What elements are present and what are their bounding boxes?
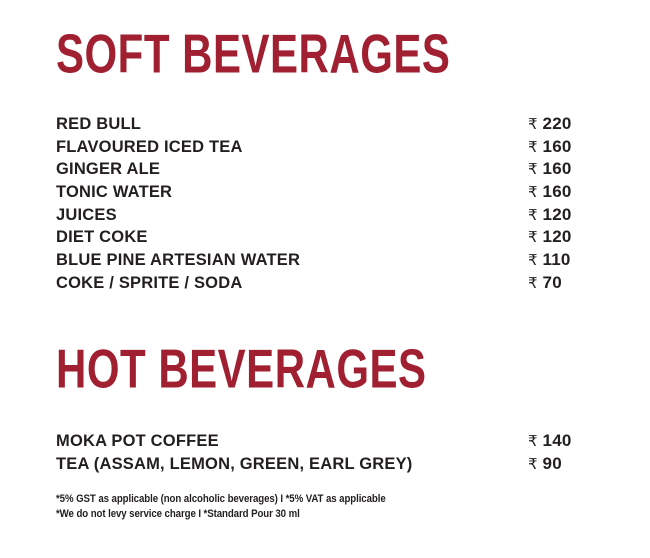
rupee-currency-icon: ₹ — [528, 137, 538, 156]
item-name: FLAVOURED ICED TEA — [56, 137, 243, 156]
menu-item-row — [56, 136, 590, 159]
menu-item-row — [56, 204, 590, 227]
menu-item-row — [56, 158, 590, 181]
item-name: DIET COKE — [56, 228, 148, 247]
item-price — [528, 113, 590, 136]
item-price — [528, 249, 590, 272]
price-amount: 220 — [542, 114, 572, 133]
section-title-soft-beverages: SOFT BEVERAGES — [56, 23, 451, 85]
footnotes — [56, 492, 386, 522]
menu-item-row — [56, 113, 590, 136]
rupee-currency-icon: ₹ — [528, 251, 538, 270]
rupee-currency-icon: ₹ — [528, 432, 538, 450]
item-price — [528, 181, 590, 204]
price-amount: 120 — [542, 204, 572, 224]
item-price — [528, 430, 590, 453]
price-amount: 90 — [542, 453, 562, 473]
price-amount: 160 — [542, 136, 572, 156]
rupee-currency-icon: ₹ — [528, 454, 538, 473]
menu-item-row — [56, 249, 590, 272]
item-name: BLUE PINE ARTESIAN WATER — [56, 251, 301, 270]
soft-beverages-item-list — [56, 113, 590, 295]
item-name: JUICES — [56, 205, 117, 224]
rupee-currency-icon: ₹ — [528, 160, 538, 179]
item-price — [528, 453, 590, 476]
item-price — [528, 272, 590, 295]
menu-item-row — [56, 430, 590, 453]
item-price — [528, 158, 590, 181]
menu-item-row — [56, 453, 590, 476]
rupee-currency-icon: ₹ — [528, 228, 538, 247]
rupee-currency-icon: ₹ — [528, 115, 538, 133]
item-price — [528, 204, 590, 227]
section-title-hot-beverages: HOT BEVERAGES — [56, 338, 427, 400]
footnote-line: *5% GST as applicable (non alcoholic beverages) I *5% VAT as applicable — [56, 493, 386, 505]
rupee-currency-icon: ₹ — [528, 273, 538, 292]
footnote-line: *We do not levy service charge I *Standard Pour 30 ml — [56, 508, 300, 520]
item-price — [528, 136, 590, 159]
price-amount: 110 — [542, 250, 571, 270]
item-name: COKE / SPRITE / SODA — [56, 273, 243, 292]
menu-item-row — [56, 226, 590, 249]
price-amount: 160 — [542, 159, 572, 179]
item-name: RED BULL — [56, 115, 142, 133]
item-name: TEA (ASSAM, LEMON, GREEN, EARL GREY) — [56, 454, 413, 473]
price-amount: 120 — [542, 227, 572, 247]
rupee-currency-icon: ₹ — [528, 205, 538, 224]
price-amount: 70 — [542, 272, 562, 292]
menu-item-row — [56, 272, 590, 295]
item-name: GINGER ALE — [56, 160, 161, 179]
price-amount: 160 — [542, 182, 572, 202]
price-amount: 140 — [542, 431, 572, 450]
item-name: TONIC WATER — [56, 183, 173, 202]
item-price — [528, 226, 590, 249]
rupee-currency-icon: ₹ — [528, 183, 538, 202]
item-name: MOKA POT COFFEE — [56, 432, 219, 450]
hot-beverages-item-list — [56, 430, 590, 475]
menu-item-row — [56, 181, 590, 204]
